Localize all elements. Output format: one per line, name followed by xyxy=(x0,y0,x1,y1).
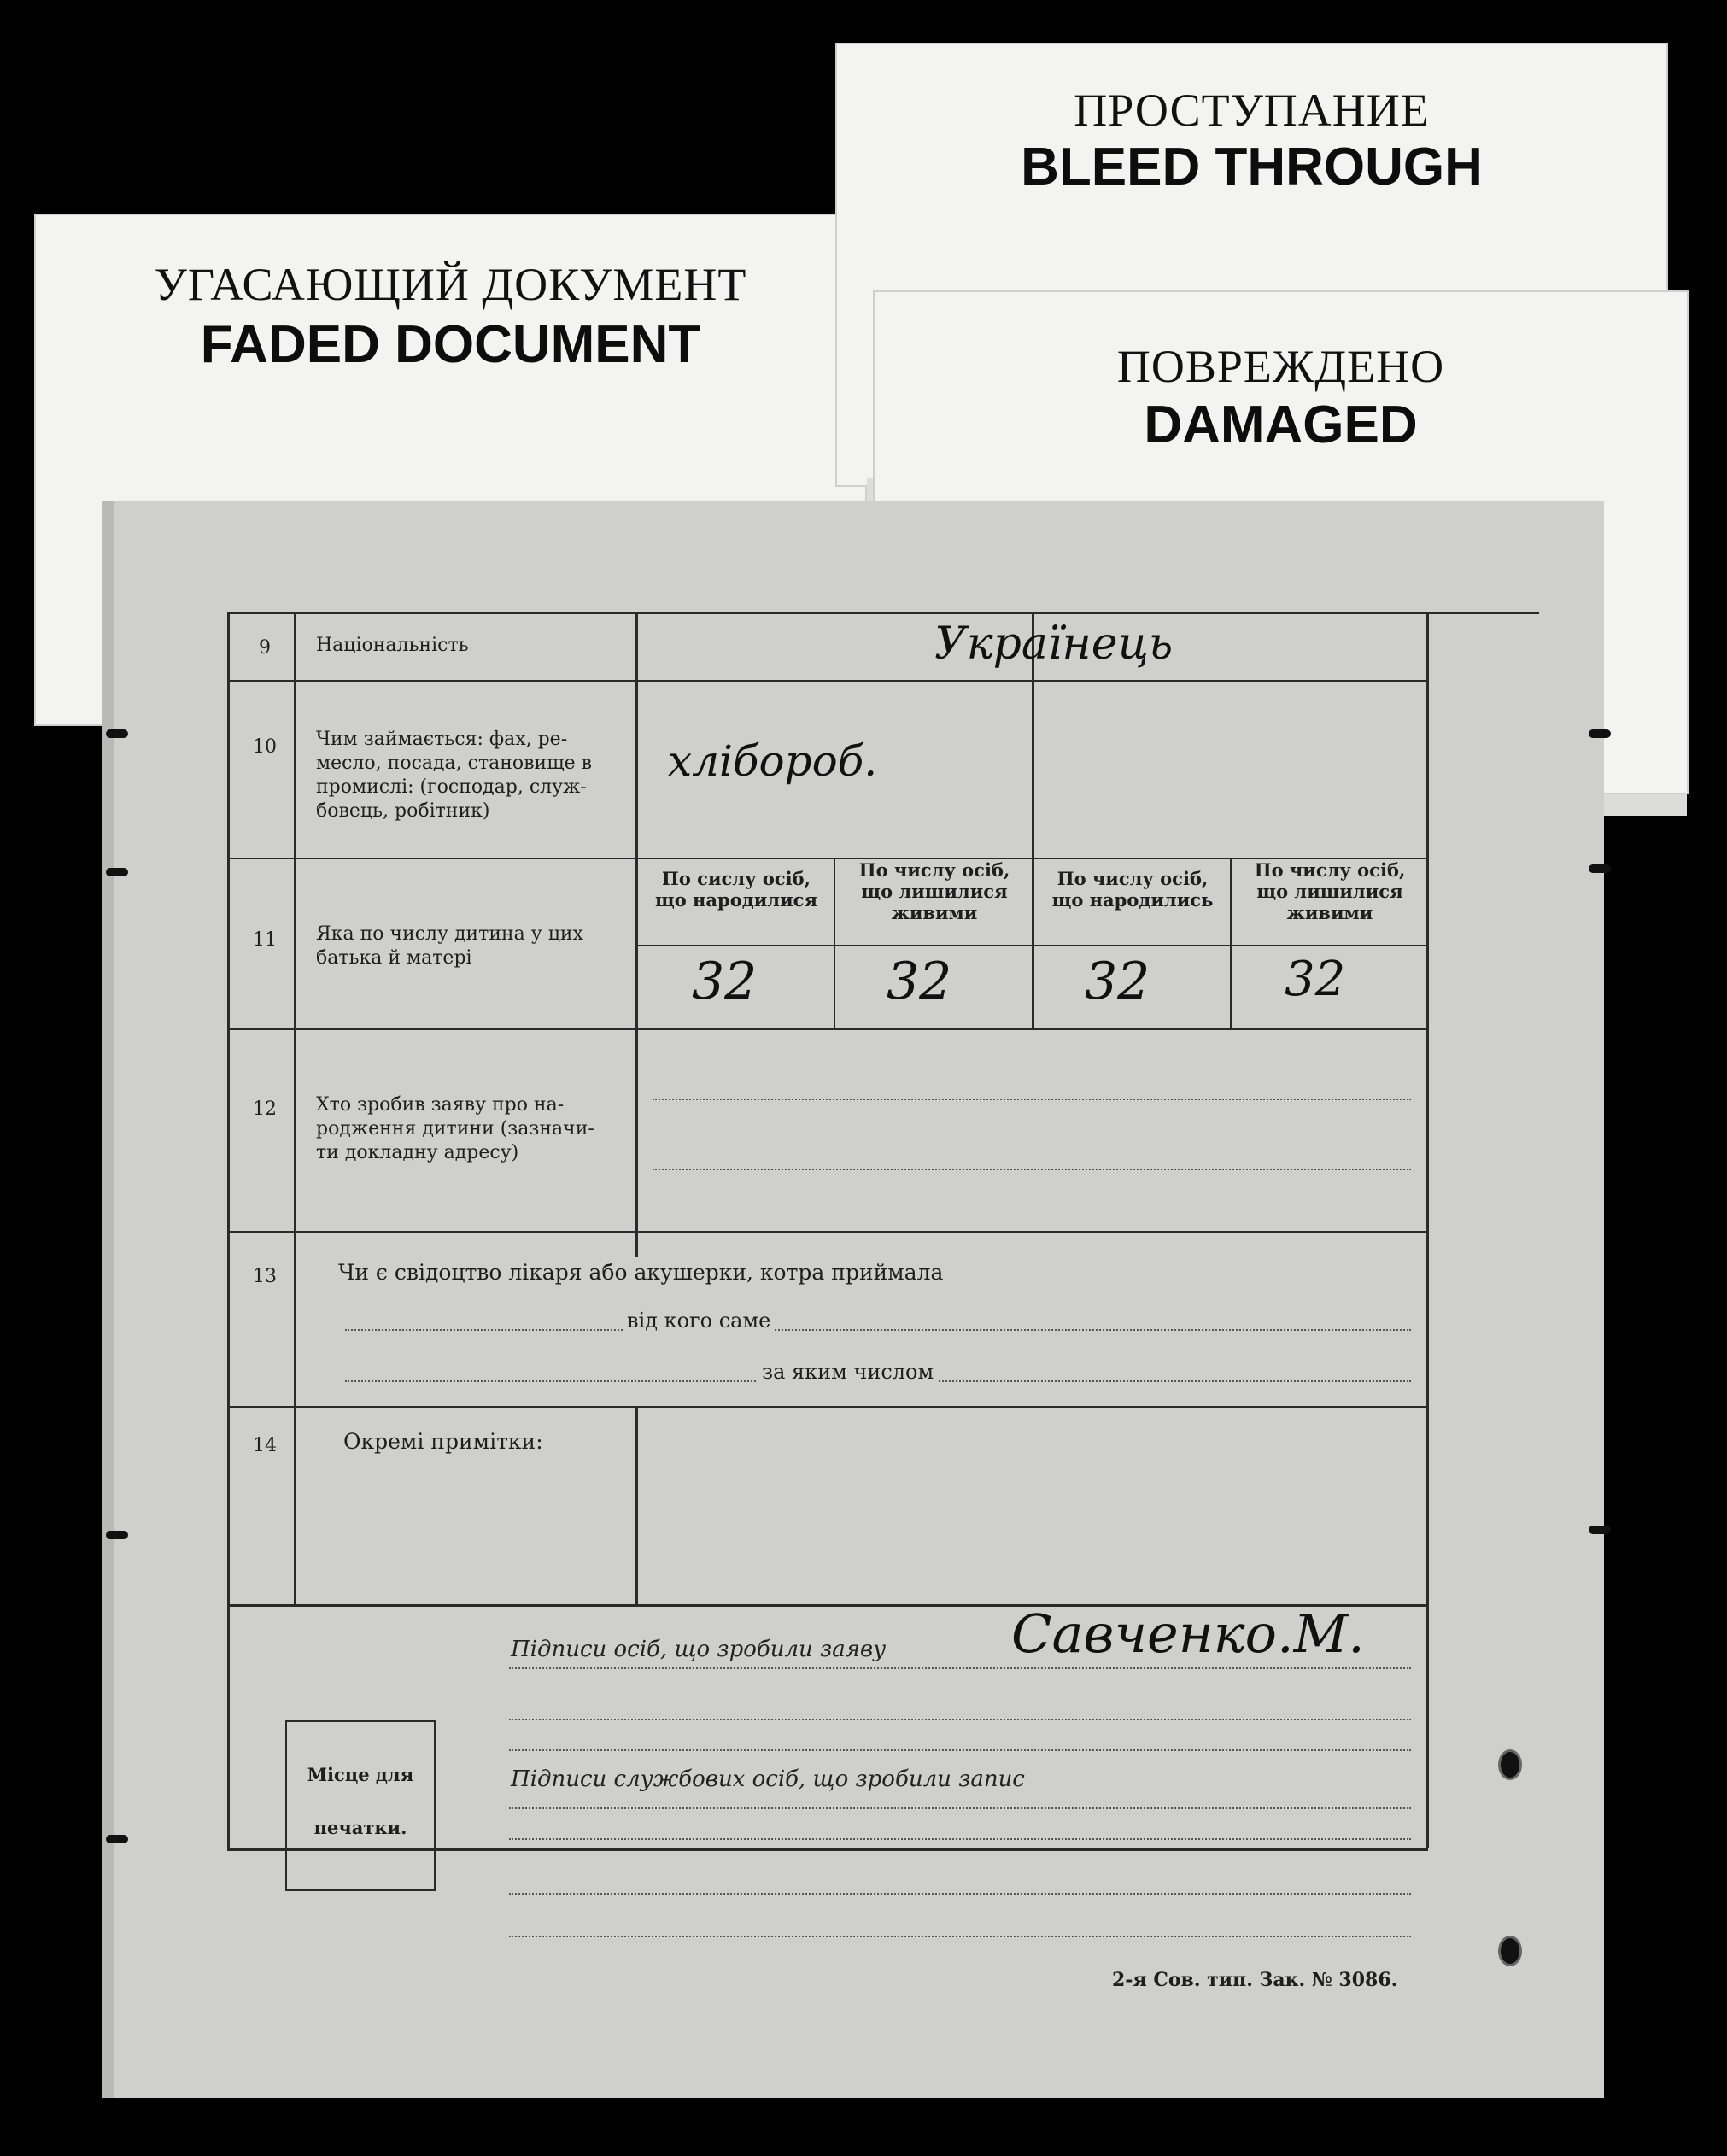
stamp-place-box xyxy=(285,1720,436,1891)
row-10-number: 10 xyxy=(253,736,277,758)
officials-signature-label: Підписи службових осіб, що зробили запис xyxy=(511,1766,1025,1792)
col-alive-2-header-2: що лишилися xyxy=(1256,881,1403,902)
faded-card-en: FADED DOCUMENT xyxy=(200,315,701,374)
col-born-2-header-2: що народились xyxy=(1051,889,1214,911)
row-10-label-3: промислі: (господар, служ- xyxy=(316,776,587,798)
col-alive-header-2: що лишилися xyxy=(861,881,1008,902)
row-10-label-4: бовець, робітник) xyxy=(316,800,490,822)
row-12-number: 12 xyxy=(253,1099,277,1120)
row-10-label-2: месло, посада, становище в xyxy=(316,753,593,774)
row-13-line-2: від кого саме xyxy=(623,1309,774,1333)
row-14-number: 14 xyxy=(253,1435,277,1456)
birth-record-form xyxy=(102,501,1604,2098)
col-born-header-2: що народилися xyxy=(655,889,817,911)
col-born-header-1: По cислу осіб, xyxy=(662,868,811,889)
faded-card-ru: УГАСАЮЩИЙ ДОКУМЕНТ xyxy=(154,259,747,310)
col-alive-header-1: По числу осіб, xyxy=(858,859,1010,881)
row-13-line-1: Чи є свідоцтво лікаря або акушерки, котра приймала xyxy=(338,1260,944,1285)
row-13-line-3: за яким числом xyxy=(758,1360,937,1384)
row-12-label-2: родження дитини (зазначи- xyxy=(316,1118,594,1140)
damaged-card-en: DAMAGED xyxy=(1144,395,1418,454)
col-born-header xyxy=(639,868,834,911)
bleed-card-en: BLEED THROUGH xyxy=(1021,138,1483,196)
row-13-number: 13 xyxy=(253,1266,277,1287)
row-9-value: Українець xyxy=(934,618,1174,670)
row-11-label-2: батька й матері xyxy=(316,947,472,969)
row-9-number: 9 xyxy=(259,637,271,659)
applicants-signature-value: Савченко.М. xyxy=(1011,1602,1365,1665)
row-11-value-1: 32 xyxy=(692,952,758,1011)
bleed-card-ru: ПРОСТУПАНИЕ xyxy=(1074,85,1430,136)
row-12-label-3: ти докладну адресу) xyxy=(316,1142,519,1163)
col-alive-header-3: живими xyxy=(891,902,978,923)
row-11-value-3: 32 xyxy=(1085,952,1150,1011)
col-alive-2-header-1: По числу осіб, xyxy=(1254,859,1406,881)
row-9-label: Національність xyxy=(316,635,469,656)
row-11-label-1: Яка по числу дитина у цих xyxy=(316,923,583,945)
stamp-label-1: Місце для xyxy=(307,1764,414,1785)
col-born-2-header xyxy=(1035,868,1230,911)
col-alive-2-header xyxy=(1233,859,1426,923)
col-born-2-header-1: По числу осіб, xyxy=(1057,868,1209,889)
row-10-value: хлібороб. xyxy=(668,736,878,786)
row-10-label-1: Чим займається: фах, ре- xyxy=(316,729,568,750)
print-footer: 2-я Сов. тип. Зак. № 3086. xyxy=(1112,1969,1398,1991)
col-alive-2-header-3: живими xyxy=(1286,902,1373,923)
row-12-label-1: Хто зробив заяву про на- xyxy=(316,1094,565,1116)
damaged-card-ru: ПОВРЕЖДЕНО xyxy=(1116,341,1445,392)
stamp-label-2: печатки. xyxy=(313,1817,407,1838)
row-11-number: 11 xyxy=(253,929,277,951)
col-alive-header xyxy=(837,859,1032,923)
row-11-value-4: 32 xyxy=(1285,952,1346,1007)
row-14-label: Окремі примітки: xyxy=(343,1429,543,1454)
row-11-value-2: 32 xyxy=(887,952,952,1011)
applicants-signature-label: Підписи осіб, що зробили заяву xyxy=(511,1637,887,1662)
